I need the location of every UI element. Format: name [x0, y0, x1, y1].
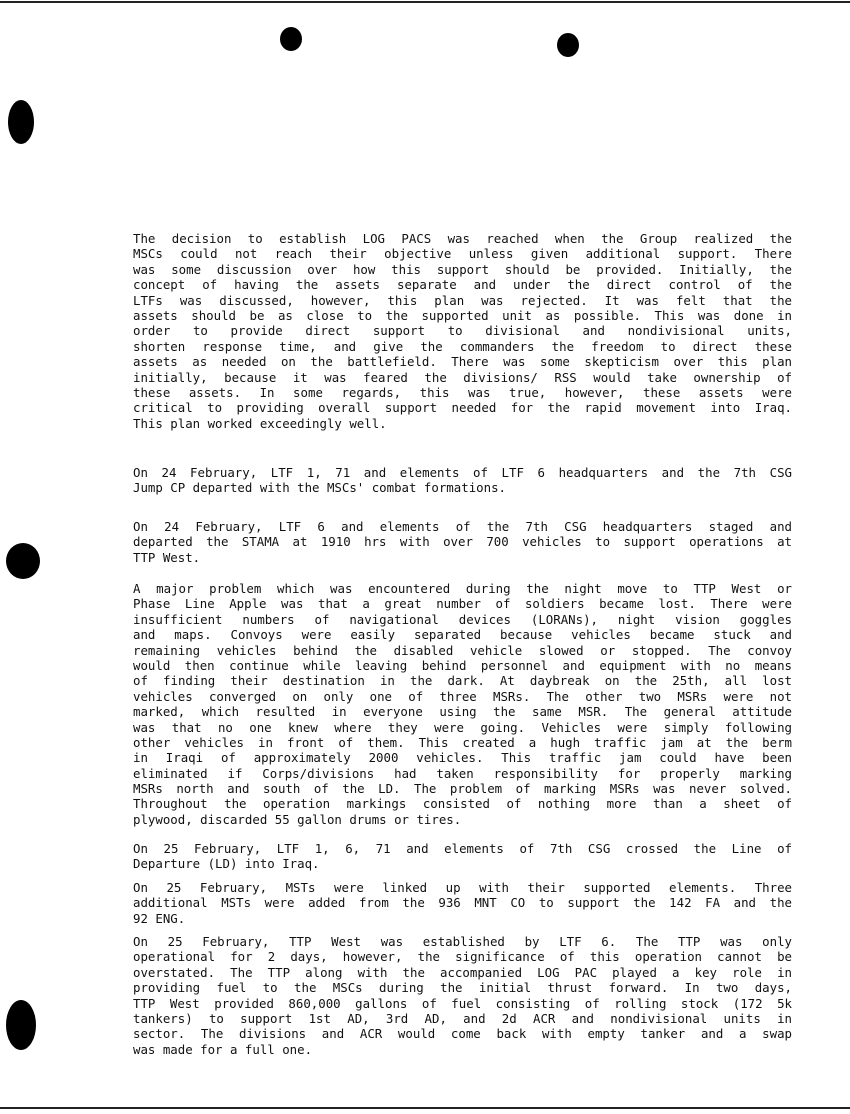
text-line: 92 ENG.: [133, 910, 186, 926]
text-line: On 25 February, MSTs were linked up with their supported elements. Three: [133, 880, 792, 895]
text-line: On 25 February, LTF 1, 6, 71 and elements of 7th CSG crossed the Line of: [133, 841, 792, 856]
text-line: plywood, discarded 55 gallon drums or tires.: [133, 811, 462, 827]
paragraph: [133, 581, 792, 827]
text-line: departed the STAMA at 1910 hrs with over 700 vehicles to support operations at: [133, 534, 792, 550]
paragraph: [133, 465, 792, 496]
text-line: Departure (LD) into Iraq.: [133, 856, 320, 872]
text-line: these assets. In some regards, this was true, however, these assets were: [133, 384, 792, 400]
text-line: and maps. Convoys were easily separated because vehicles became stuck and: [133, 627, 792, 643]
text-line: This plan worked exceedingly well.: [133, 415, 387, 431]
text-line: overstated. The TTP along with the accompanied LOG PAC played a key role in: [133, 964, 792, 980]
text-line: providing fuel to the MSCs during the initial thrust forward. In two days,: [133, 980, 792, 996]
text-line: initially, because it was feared the divisions/ RSS would take ownership of: [133, 369, 792, 385]
text-line: Jump CP departed with the MSCs' combat formations.: [133, 480, 506, 496]
text-line: of finding their destination in the dark. At daybreak on the 25th, all lost: [133, 673, 792, 689]
text-line: operational for 2 days, however, the significance of this operation cannot be: [133, 949, 792, 965]
paragraph: [133, 841, 792, 872]
text-line: LTFs was discussed, however, this plan was rejected. It was felt that the: [133, 292, 792, 308]
text-line: The decision to establish LOG PACS was reached when the Group realized the: [133, 231, 792, 246]
text-line: Phase Line Apple was that a great number of soldiers became lost. There were: [133, 596, 792, 612]
text-line: assets as needed on the battlefield. There was some skepticism over this plan: [133, 354, 792, 370]
text-line: marked, which resulted in everyone using the same MSR. The general attitude: [133, 704, 792, 720]
text-line: was some discussion over how this support should be provided. Initially, the: [133, 261, 792, 277]
text-line: shorten response time, and give the commanders the freedom to direct these: [133, 338, 792, 354]
text-line: sector. The divisions and ACR would come back with empty tanker and a swap: [133, 1026, 792, 1042]
text-line: in Iraqi of approximately 2000 vehicles. This traffic jam could have been: [133, 750, 792, 766]
text-line: order to provide direct support to divisional and nondivisional units,: [133, 323, 792, 339]
text-line: eliminated if Corps/divisions had taken responsibility for properly marking: [133, 765, 792, 781]
text-line: would then continue while leaving behind personnel and equipment with no means: [133, 657, 792, 673]
text-line: assets should be as close to the supported unit as possible. This was done in: [133, 307, 792, 323]
punch-hole-left-middle: [6, 543, 40, 579]
text-line: additional MSTs were added from the 936 MNT CO to support the 142 FA and the: [133, 895, 792, 911]
punch-hole-left-upper: [8, 100, 34, 144]
text-line: other vehicles in front of them. This created a hugh traffic jam at the berm: [133, 734, 792, 750]
text-line: was that no one knew where they were going. Vehicles were simply following: [133, 719, 792, 735]
text-line: tankers) to support 1st AD, 3rd AD, and 2d ACR and nondivisional units in: [133, 1010, 792, 1026]
text-line: critical to providing overall support needed for the rapid movement into Iraq.: [133, 400, 792, 416]
paragraph: [133, 519, 792, 565]
text-line: On 24 February, LTF 1, 71 and elements of LTF 6 headquarters and the 7th CSG: [133, 465, 792, 480]
paragraph: [133, 880, 792, 926]
text-line: remaining vehicles behind the disabled vehicle slowed or stopped. The convoy: [133, 642, 792, 658]
punch-hole-top-left: [280, 27, 302, 51]
text-line: On 24 February, LTF 6 and elements of the 7th CSG headquarters staged and: [133, 519, 792, 534]
text-line: A major problem which was encountered during the night move to TTP West or: [133, 581, 792, 596]
text-line: insufficient numbers of navigational devices (LORANs), night vision goggles: [133, 611, 792, 627]
bottom-border-line: [0, 1107, 850, 1109]
paragraph: [133, 934, 792, 1057]
top-border-line: [0, 1, 850, 3]
text-line: vehicles converged on only one of three MSRs. The other two MSRs were not: [133, 688, 792, 704]
text-line: TTP West.: [133, 549, 201, 565]
punch-hole-top-right: [557, 33, 579, 57]
text-line: On 25 February, TTP West was established by LTF 6. The TTP was only: [133, 934, 792, 949]
punch-hole-left-lower: [6, 1000, 36, 1050]
text-line: was made for a full one.: [133, 1041, 313, 1057]
text-line: MSCs could not reach their objective unless given additional support. There: [133, 246, 792, 262]
paragraph: [133, 231, 792, 431]
text-line: Throughout the operation markings consisted of nothing more than a sheet of: [133, 796, 792, 812]
text-line: concept of having the assets separate and under the direct control of the: [133, 277, 792, 293]
text-line: MSRs north and south of the LD. The problem of marking MSRs was never solved.: [133, 781, 792, 797]
text-line: TTP West provided 860,000 gallons of fuel consisting of rolling stock (172 5k: [133, 995, 792, 1011]
